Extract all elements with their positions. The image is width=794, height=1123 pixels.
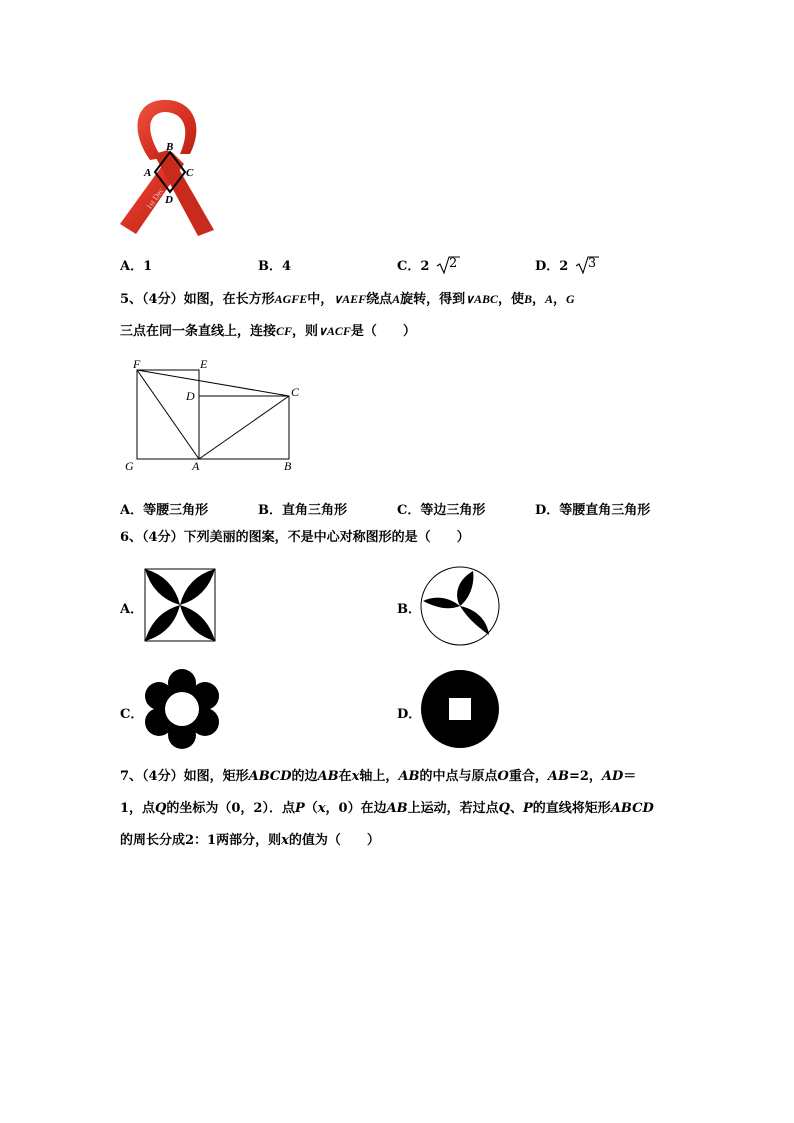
q4-ribbon-figure: [110, 92, 220, 242]
q5-option-a[interactable]: A．等腰三角形: [120, 503, 209, 518]
q6-option-a[interactable]: A．: [120, 602, 144, 617]
q4-option-a[interactable]: A．1: [120, 259, 153, 274]
label-f: F: [133, 357, 141, 371]
sqrt-2: 2: [436, 255, 460, 275]
seg-fc: [137, 370, 289, 396]
label-d: D: [165, 194, 173, 206]
label-d: D: [186, 389, 195, 403]
label-a: A: [192, 459, 200, 473]
q5-stem-line2: 三点在同一条直线上，连接CF，则∨ACF是（ ）: [120, 324, 416, 339]
coin-with-square-hole-icon: [419, 668, 501, 750]
q5-option-c[interactable]: C．等边三角形: [397, 503, 486, 518]
q6-stem: 6、（4分）下列美丽的图案，不是中心对称图形的是（ ）: [120, 530, 470, 545]
q7-stem-line3: 的周长分成2：1两部分，则x的值为（ ）: [120, 833, 380, 848]
label-g: G: [125, 459, 134, 473]
q5-option-d[interactable]: D．等腰直角三角形: [535, 503, 651, 518]
label-c: C: [186, 167, 194, 179]
four-petal-square-icon: [143, 567, 217, 643]
q4-option-b[interactable]: B．4: [258, 259, 292, 274]
seg-ac: [199, 396, 289, 459]
q7-stem-line2: 1，点Q的坐标为（0，2）．点P（x，0）在边AB上运动，若过点Q、P的直线将矩形ABCD: [120, 801, 654, 816]
q6-option-c[interactable]: C．: [120, 707, 144, 722]
q4-option-c[interactable]: C．2 2: [397, 255, 460, 275]
q6-option-b[interactable]: B．: [397, 602, 421, 617]
q7-stem-line1: 7、（4分）如图，矩形ABCD的边AB在x轴上，AB的中点与原点O重合，AB=2，AD＝: [120, 769, 637, 784]
q6-option-d[interactable]: D．: [397, 707, 422, 722]
svg-text:1st Dec: 1st Dec: [144, 186, 166, 212]
label-b: B: [284, 459, 292, 473]
label-e: E: [200, 357, 208, 371]
q5-rectangle-figure: [120, 352, 310, 477]
flower-icon: [142, 665, 222, 753]
three-blade-circle-icon: [419, 565, 501, 647]
label-a: A: [144, 167, 152, 179]
sqrt-3: 3: [575, 255, 599, 275]
seg-fa: [137, 370, 199, 459]
label-c: C: [291, 385, 300, 399]
q4-option-d[interactable]: D．2 3: [535, 255, 599, 275]
q5-stem-line1: 5、（4分）如图，在长方形AGFE中，∨AEF绕点A旋转，得到∨ABC，使B，A，G: [120, 292, 575, 307]
q5-option-b[interactable]: B．直角三角形: [258, 503, 348, 518]
label-b: B: [166, 141, 174, 153]
